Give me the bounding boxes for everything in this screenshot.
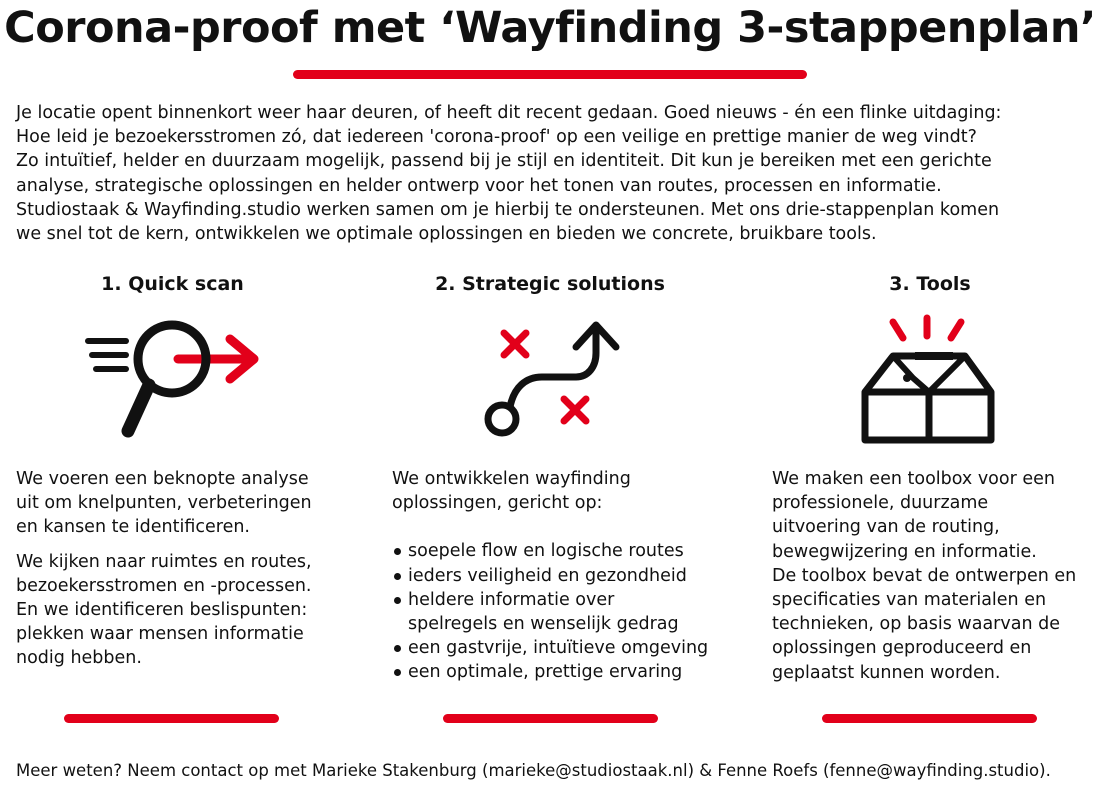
text-line: ieders veiligheid en gezondheid [408, 565, 687, 586]
text-line: bezoekersstromen en -processen. [16, 575, 312, 596]
column-underline [822, 714, 1037, 723]
intro-line: Studiostaak & Wayfinding.studio werken samen om je hierbij te ondersteunen. Met ons drie-stappenplan komen [16, 199, 1000, 220]
text-line: En we identificeren beslispunten: [16, 600, 308, 621]
contact-footer: Meer weten? Neem contact op met Marieke Stakenburg (marieke@studiostaak.nl) & Fenne Roefs (fenne@wayfinding.studio). [16, 761, 1051, 780]
text-line: plekken waar mensen informatie [16, 624, 304, 645]
text-line: een gastvrije, intuïtieve omgeving [408, 638, 709, 659]
text-line: We voeren een beknopte analyse [16, 469, 309, 489]
text-line: heldere informatie over [408, 589, 615, 610]
list-item [392, 636, 708, 660]
text-line: De toolbox bevat de ontwerpen en [772, 565, 1077, 586]
text-line: uitvoering van de routing, [772, 517, 1000, 538]
intro-line: analyse, strategische oplossingen en helder ontwerp voor het tonen van routes, processen en informatie. [16, 175, 942, 196]
step-heading: 3. Tools [889, 273, 971, 295]
list-item [392, 564, 708, 588]
list-item [392, 588, 708, 636]
step-description [16, 467, 312, 671]
text-line: oplossingen, gericht op: [392, 493, 603, 514]
text-line: uit om knelpunten, verbeteringen [16, 493, 312, 514]
intro-line: we snel tot de kern, ontwikkelen we optimale oplossingen en bieden we concrete, bruikbare tools. [16, 224, 877, 245]
step-heading: 2. Strategic solutions [435, 273, 665, 295]
intro-line: Je locatie opent binnenkort weer haar deuren, of heeft dit recent gedaan. Goed nieuws - én een flinke uitdaging: [16, 103, 1002, 123]
text-line: soepele flow en logische routes [408, 541, 684, 562]
list-item [392, 539, 708, 563]
route-path-icon [480, 315, 620, 440]
paragraph [392, 467, 708, 515]
text-line: nodig hebben. [16, 648, 142, 669]
text-line: geplaatst kunnen worden. [772, 662, 1001, 683]
text-line: We ontwikkelen wayfinding [392, 469, 631, 489]
step-heading: 1. Quick scan [101, 273, 244, 295]
intro-line: Hoe leid je bezoekersstromen zó, dat iedereen 'corona-proof' op een veilige en prettige manier de weg vindt? [16, 127, 977, 148]
text-line: een optimale, prettige ervaring [408, 662, 683, 683]
text-line: oplossingen geproduceerd en [772, 638, 1032, 659]
magnifier-arrow-icon [82, 315, 267, 445]
intro-line: Zo intuïtief, helder en duurzaam mogelijk, passend bij je stijl en identiteit. Dit kun je bereiken met een gerichte [16, 151, 992, 172]
text-line: We maken een toolbox voor een [772, 469, 1055, 489]
column-underline [443, 714, 658, 723]
text-line: professionele, duurzame [772, 493, 989, 514]
paragraph [772, 467, 1076, 685]
list-item [392, 660, 708, 684]
text-line: technieken, op basis waarvan de [772, 614, 1060, 635]
paragraph [16, 467, 312, 540]
step-description [392, 467, 708, 685]
text-line: bewegwijzering en informatie. [772, 541, 1037, 562]
intro-paragraph [16, 101, 1091, 246]
paragraph [16, 550, 312, 671]
page-title: Corona-proof met ‘Wayfinding 3-stappenplan’ [4, 3, 1096, 53]
text-line: spelregels en wenselijk gedrag [408, 614, 679, 635]
text-line: specificaties van materialen en [772, 590, 1047, 611]
step-description [772, 467, 1076, 685]
title-underline [293, 70, 807, 79]
focus-list [392, 539, 708, 684]
text-line: en kansen te identificeren. [16, 517, 250, 538]
text-line: We kijken naar ruimtes en routes, [16, 551, 312, 572]
toolbox-icon [857, 312, 1002, 447]
column-underline [64, 714, 279, 723]
